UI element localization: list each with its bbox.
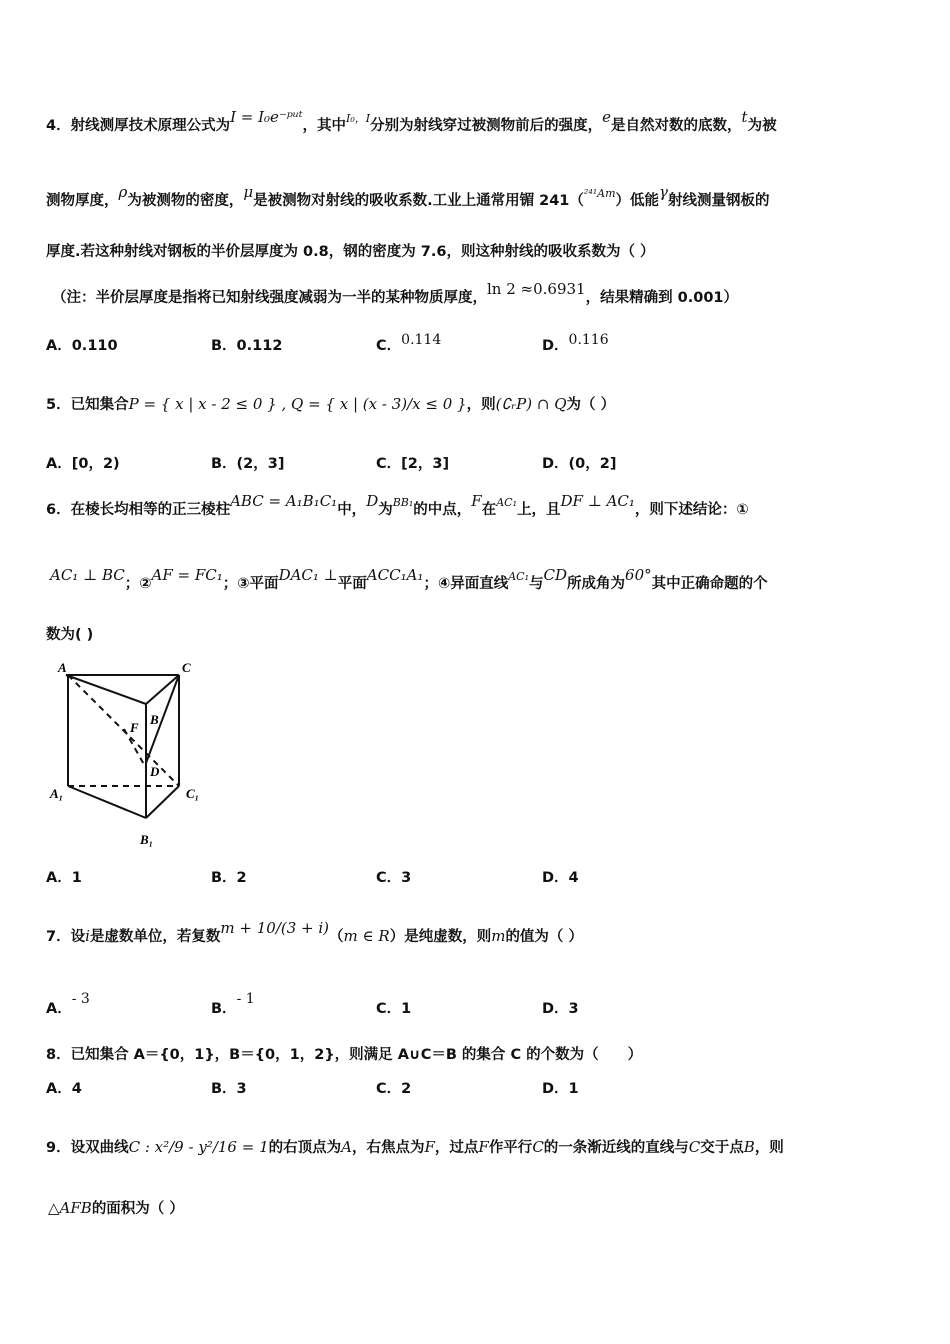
option-b[interactable]: B．3	[211, 1081, 247, 1097]
q9-line-2: △AFB的面积为（ ）	[48, 1199, 184, 1217]
label-b: B	[150, 712, 159, 727]
q5-line: 5．已知集合P = { x | x - 2 ≤ 0 } , Q = { x | (x - 3)/x ≤ 0 }，则(∁ᵣP) ∩ Q为（ ）	[46, 395, 616, 413]
diagonal-ac1	[68, 675, 179, 786]
formula-intensity: I = I₀e⁻ᵖᵘᵗ	[230, 108, 303, 126]
q4-note: （注：半价层厚度是指将已知射线强度减弱为一半的某种物质厚度，ln 2 ≈0.6931，结果精确到 0.001）	[52, 280, 739, 306]
q6-options	[46, 866, 906, 888]
q7-options	[46, 991, 906, 1019]
option-a[interactable]: A．4	[46, 1081, 82, 1097]
edge-a1b1	[68, 786, 146, 818]
option-d[interactable]: D．3	[542, 1001, 579, 1017]
q4-line-2: 测物厚度，ρ为被测物的密度，μ是被测物对射线的吸收系数.工业上通常用镅 241（$^{^{241}Am}$）低能γ射线测量钢板的	[46, 183, 770, 209]
label-a: A	[58, 660, 67, 675]
option-a[interactable]: A．[0，2)	[46, 456, 120, 472]
label-f: F	[130, 720, 139, 735]
option-b[interactable]: B．0.112	[211, 338, 283, 354]
q4-line-3: 厚度.若这种射线对钢板的半价层厚度为 0.8，钢的密度为 7.6，则这种射线的吸收系数为（ ）	[46, 244, 655, 260]
label-c1: C₁	[186, 786, 200, 801]
option-d[interactable]: D．0.116	[542, 332, 609, 354]
set-definition: P = { x | x - 2 ≤ 0 } , Q = { x | (x - 3)/x ≤ 0 }	[128, 395, 467, 413]
q4-line-1: 4．射线测厚技术原理公式为I = I₀e⁻ᵖᵘᵗ，其中$^{I_0,I}$分别为射线穿过被测物前后的强度，e是自然对数的底数，t为被	[46, 108, 777, 134]
option-a[interactable]: A．0.110	[46, 338, 118, 354]
q8-line: 8．已知集合 A＝{0，1}，B＝{0，1，2}，则满足 A∪C＝B 的集合 C 的个数为（ ）	[46, 1047, 643, 1063]
option-a[interactable]: A．1	[46, 870, 82, 886]
option-d[interactable]: D．(0，2]	[542, 456, 617, 472]
option-b[interactable]: B．2	[211, 870, 247, 886]
option-b[interactable]: B．- 1	[211, 991, 255, 1017]
option-c[interactable]: C．[2，3]	[376, 456, 450, 472]
label-c: C	[182, 660, 191, 675]
q8-options	[46, 1077, 906, 1099]
edge-ab	[66, 675, 146, 704]
q4-options	[46, 334, 906, 356]
q5-options	[46, 452, 906, 474]
prism-figure	[46, 658, 216, 853]
edge-b1c1	[146, 786, 179, 818]
option-c[interactable]: C．0.114	[376, 332, 442, 354]
option-d[interactable]: D．1	[542, 1081, 579, 1097]
option-c[interactable]: C．3	[376, 870, 412, 886]
option-d[interactable]: D．4	[542, 870, 579, 886]
option-a[interactable]: A．- 3	[46, 991, 90, 1017]
option-b[interactable]: B．(2，3]	[211, 456, 285, 472]
q6-line-1: 6．在棱长均相等的正三棱柱ABC = A₁B₁C₁中，D为$^{BB_1}$的中点，F在$^{AC_1}$上，且DF ⊥ AC₁，则下述结论：①	[46, 492, 749, 518]
q7-line: 7．设i是虚数单位，若复数m + 10/(3 + i)（m ∈ R）是纯虚数，则m的值为（ ）	[46, 919, 583, 945]
option-c[interactable]: C．1	[376, 1001, 412, 1017]
complex-expression: m + 10/(3 + i)	[220, 919, 330, 937]
label-a1: A₁	[50, 786, 64, 801]
q9-line-1: 9．设双曲线C : x²/9 - y²/16 = 1的右顶点为A，右焦点为F，过点F作平行C的一条渐近线的直线与C交于点B，则	[46, 1138, 784, 1156]
label-b1: B₁	[140, 832, 154, 847]
option-c[interactable]: C．2	[376, 1081, 412, 1097]
q6-line-2: AC₁ ⊥ BC；②AF = FC₁；③平面DAC₁ ⊥平面ACC₁A₁；④异面直线$^{AC_1}$与CD所成角为60°其中正确命题的个	[50, 566, 768, 592]
hyperbola-equation: C : x²/9 - y²/16 = 1	[128, 1138, 269, 1156]
label-d: D	[150, 764, 160, 779]
q6-line-3: 数为( )	[46, 627, 94, 643]
